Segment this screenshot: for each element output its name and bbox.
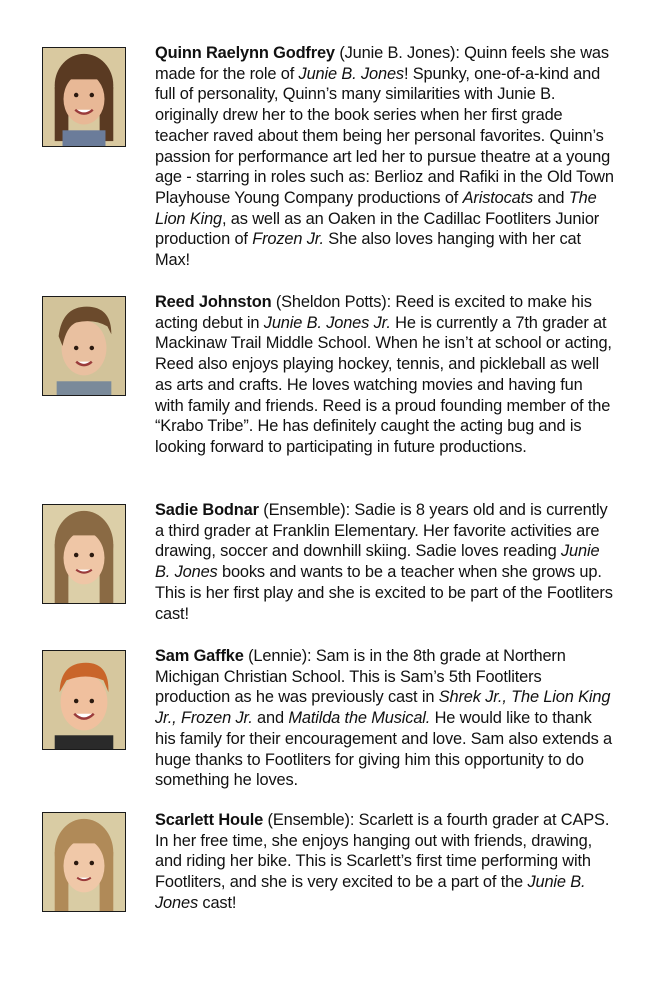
bio-text-italic: Matilda the Musical. — [288, 709, 431, 728]
bio-text: and — [533, 188, 569, 207]
bio-text: , as well as an Oaken in the Cadillac Footliters Junior production of — [155, 209, 600, 249]
bio-text-italic: Frozen Jr. — [252, 230, 324, 249]
bio-text: : Reed is excited to make his acting debut in — [155, 293, 592, 332]
bio-text-italic: Shrek Jr., The Lion King Jr., Frozen Jr. — [155, 688, 611, 728]
character-role: (Ensemble) — [263, 501, 346, 519]
bio-text: ! Spunky, one-of-a-kind and full of personality, Quinn’s many similarities with Junie B. originally drew her to the book series when her first grade teacher raved about them being her personal favorites. Quinn’s passion for performance art led her to pursue theatre at a young age - starring in roles such as: Berlioz and Rafiki in the Old Town Playhouse Young Company productions of — [155, 64, 614, 207]
character-role: (Ensemble) — [267, 811, 350, 829]
headshot-photo — [42, 47, 126, 147]
character-role: (Sheldon Potts) — [275, 293, 387, 311]
actor-name: Sadie Bodnar — [155, 501, 259, 519]
actor-name: Scarlett Houle — [155, 811, 264, 829]
bio-text: She also loves hanging with her cat Max! — [155, 230, 581, 270]
cast-bio — [155, 500, 615, 624]
headshot-photo — [42, 650, 126, 750]
bio-text: books and wants to be a teacher when she grows up. This is her first play and she is excited to be part of the Footliters cast! — [155, 563, 613, 623]
bio-text: He is currently a 7th grader at Mackinaw Trail Middle School. When he isn’t at school or acting, Reed also enjoys playing hockey, tennis, and pickleball as well as arts and crafts. He loves watching movies and having fun with family and friends. Reed is a proud founding member of the “Krabo Tribe”. He has definitely caught the acting bug and is looking forward to participating in future productions. — [155, 313, 612, 456]
actor-name: Reed Johnston — [155, 293, 272, 311]
bio-text: : Sadie is 8 years old and is currently a third grader at Franklin Elementary. Her favorite activities are drawing, soccer and downhill skiing. Sadie loves reading — [155, 501, 608, 561]
bio-text-italic: Aristocats — [462, 188, 534, 207]
headshot-photo — [42, 296, 126, 396]
bio-text: cast! — [198, 893, 237, 912]
cast-bio — [155, 43, 615, 271]
bio-text-italic: Junie B. Jones — [155, 542, 600, 582]
bio-text: : Sam is in the 8th grade at Northern Michigan Christian School. This is Sam’s 5th Footliters production as he was previously cast in — [155, 647, 566, 707]
headshot-photo — [42, 812, 126, 912]
cast-bio — [155, 292, 615, 458]
bio-text: and — [252, 709, 289, 728]
bio-text-italic: Junie B. Jones — [298, 64, 404, 83]
bio-text-italic: The Lion King — [155, 188, 597, 228]
bio-text: : Scarlett is a fourth grader at CAPS. In her free time, she enjoys hanging out with friends, drawing, and riding her bike. This is Scarlett’s first time performing with Footliters, and she is very excited to be a part of the — [155, 811, 610, 892]
actor-name: Sam Gaffke — [155, 647, 244, 665]
character-role: (Lennie) — [248, 647, 308, 665]
headshot-photo — [42, 504, 126, 604]
bio-text: He would like to thank his family for their encouragement and love. Sam also extends a huge thanks to Footliters for giving him this opportunity to do something he loves. — [155, 709, 613, 790]
bio-text-italic: Junie B. Jones — [155, 873, 586, 912]
actor-name: Quinn Raelynn Godfrey — [155, 44, 335, 62]
character-role: (Junie B. Jones) — [339, 44, 456, 62]
bio-text-italic: Junie B. Jones Jr. — [263, 313, 391, 332]
cast-bio — [155, 810, 615, 914]
cast-bio — [155, 646, 615, 791]
bio-text: : Quinn feels she was made for the role of — [155, 44, 609, 83]
